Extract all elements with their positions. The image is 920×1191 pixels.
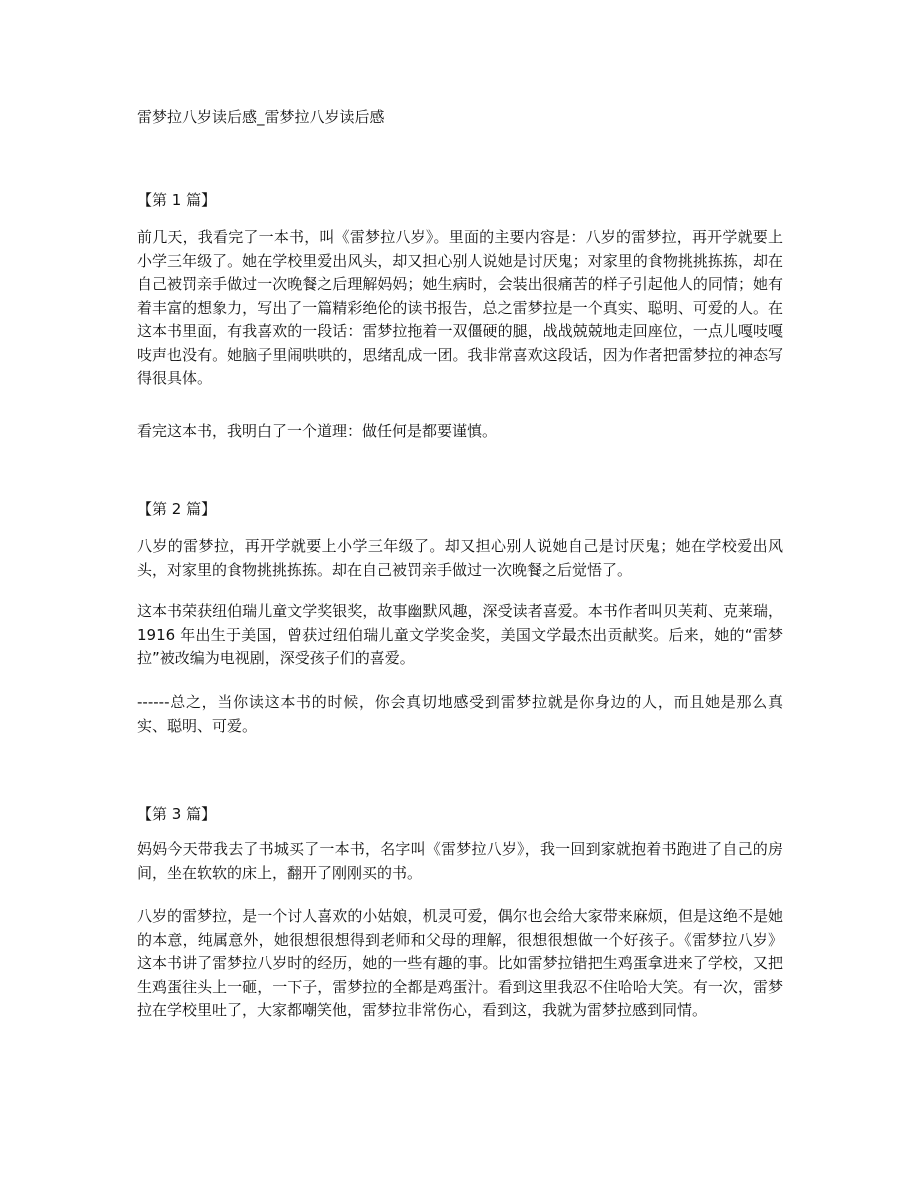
- section-3-paragraph-2: 八岁的雷梦拉，是一个讨人喜欢的小姑娘，机灵可爱，偶尔也会给大家带来麻烦，但是这绝不是她的本意，纯属意外，她很想很想得到老师和父母的理解，很想很想做一个好孩子。《雷梦拉八岁》这本书讲了雷梦拉八岁时的经历，她的一些有趣的事。比如雷梦拉错把生鸡蛋拿进来了学校，又把生鸡蛋往头上一砸，一下子，雷梦拉的全都是鸡蛋汁。看到这里我忍不住哈哈大笑。有一次，雷梦拉在学校里吐了，大家都嘲笑他，雷梦拉非常伤心，看到这，我就为雷梦拉感到同情。: [137, 907, 783, 1019]
- section-2-paragraph-3: ------总之，当你读这本书的时候，你会真切地感受到雷梦拉就是你身边的人，而且她是那么真实、聪明、可爱。: [137, 693, 783, 735]
- section-2-paragraph-1: 八岁的雷梦拉，再开学就要上小学三年级了。却又担心别人说她自己是讨厌鬼；她在学校爱出风头，对家里的食物挑挑拣拣。却在自己被罚亲手做过一次晚餐之后觉悟了。: [137, 537, 783, 579]
- section-2-heading: 【第 2 篇】: [137, 500, 217, 518]
- section-1-paragraph-2: 看完这本书，我明白了一个道理：做任何是都要谨慎。: [137, 422, 498, 440]
- section-3-heading: 【第 3 篇】: [137, 805, 217, 823]
- section-1-heading: 【第 1 篇】: [137, 191, 217, 209]
- section-2-paragraph-2: 这本书荣获纽伯瑞儿童文学奖银奖，故事幽默风趣，深受读者喜爱。本书作者叫贝芙莉、克莱瑞，1916 年出生于美国，曾获过纽伯瑞儿童文学奖金奖，美国文学最杰出贡献奖。后来，她的“雷梦拉”被改编为电视剧，深受孩子们的喜爱。: [137, 602, 783, 667]
- document-title: 雷梦拉八岁读后感_雷梦拉八岁读后感: [137, 108, 385, 126]
- section-3-paragraph-1: 妈妈今天带我去了书城买了一本书，名字叫《雷梦拉八岁》，我一回到家就抱着书跑进了自己的房间，坐在软软的床上，翻开了刚刚买的书。: [137, 840, 783, 882]
- section-1-paragraph-1: 前几天，我看完了一本书，叫《雷梦拉八岁》。里面的主要内容是：八岁的雷梦拉，再开学就要上小学三年级了。她在学校里爱出风头，却又担心别人说她是讨厌鬼；对家里的食物挑挑拣拣，却在自己被罚亲手做过一次晚餐之后理解妈妈；她生病时，会装出很痛苦的样子引起他人的同情；她有着丰富的想象力，写出了一篇精彩绝伦的读书报告，总之雷梦拉是一个真实、聪明、可爱的人。在这本书里面，有我喜欢的一段话：雷梦拉拖着一双僵硬的腿，战战兢兢地走回座位，一点儿嘎吱嘎吱声也没有。她脑子里闹哄哄的，思绪乱成一团。我非常喜欢这段话，因为作者把雷梦拉的神态写得很具体。: [137, 228, 783, 387]
